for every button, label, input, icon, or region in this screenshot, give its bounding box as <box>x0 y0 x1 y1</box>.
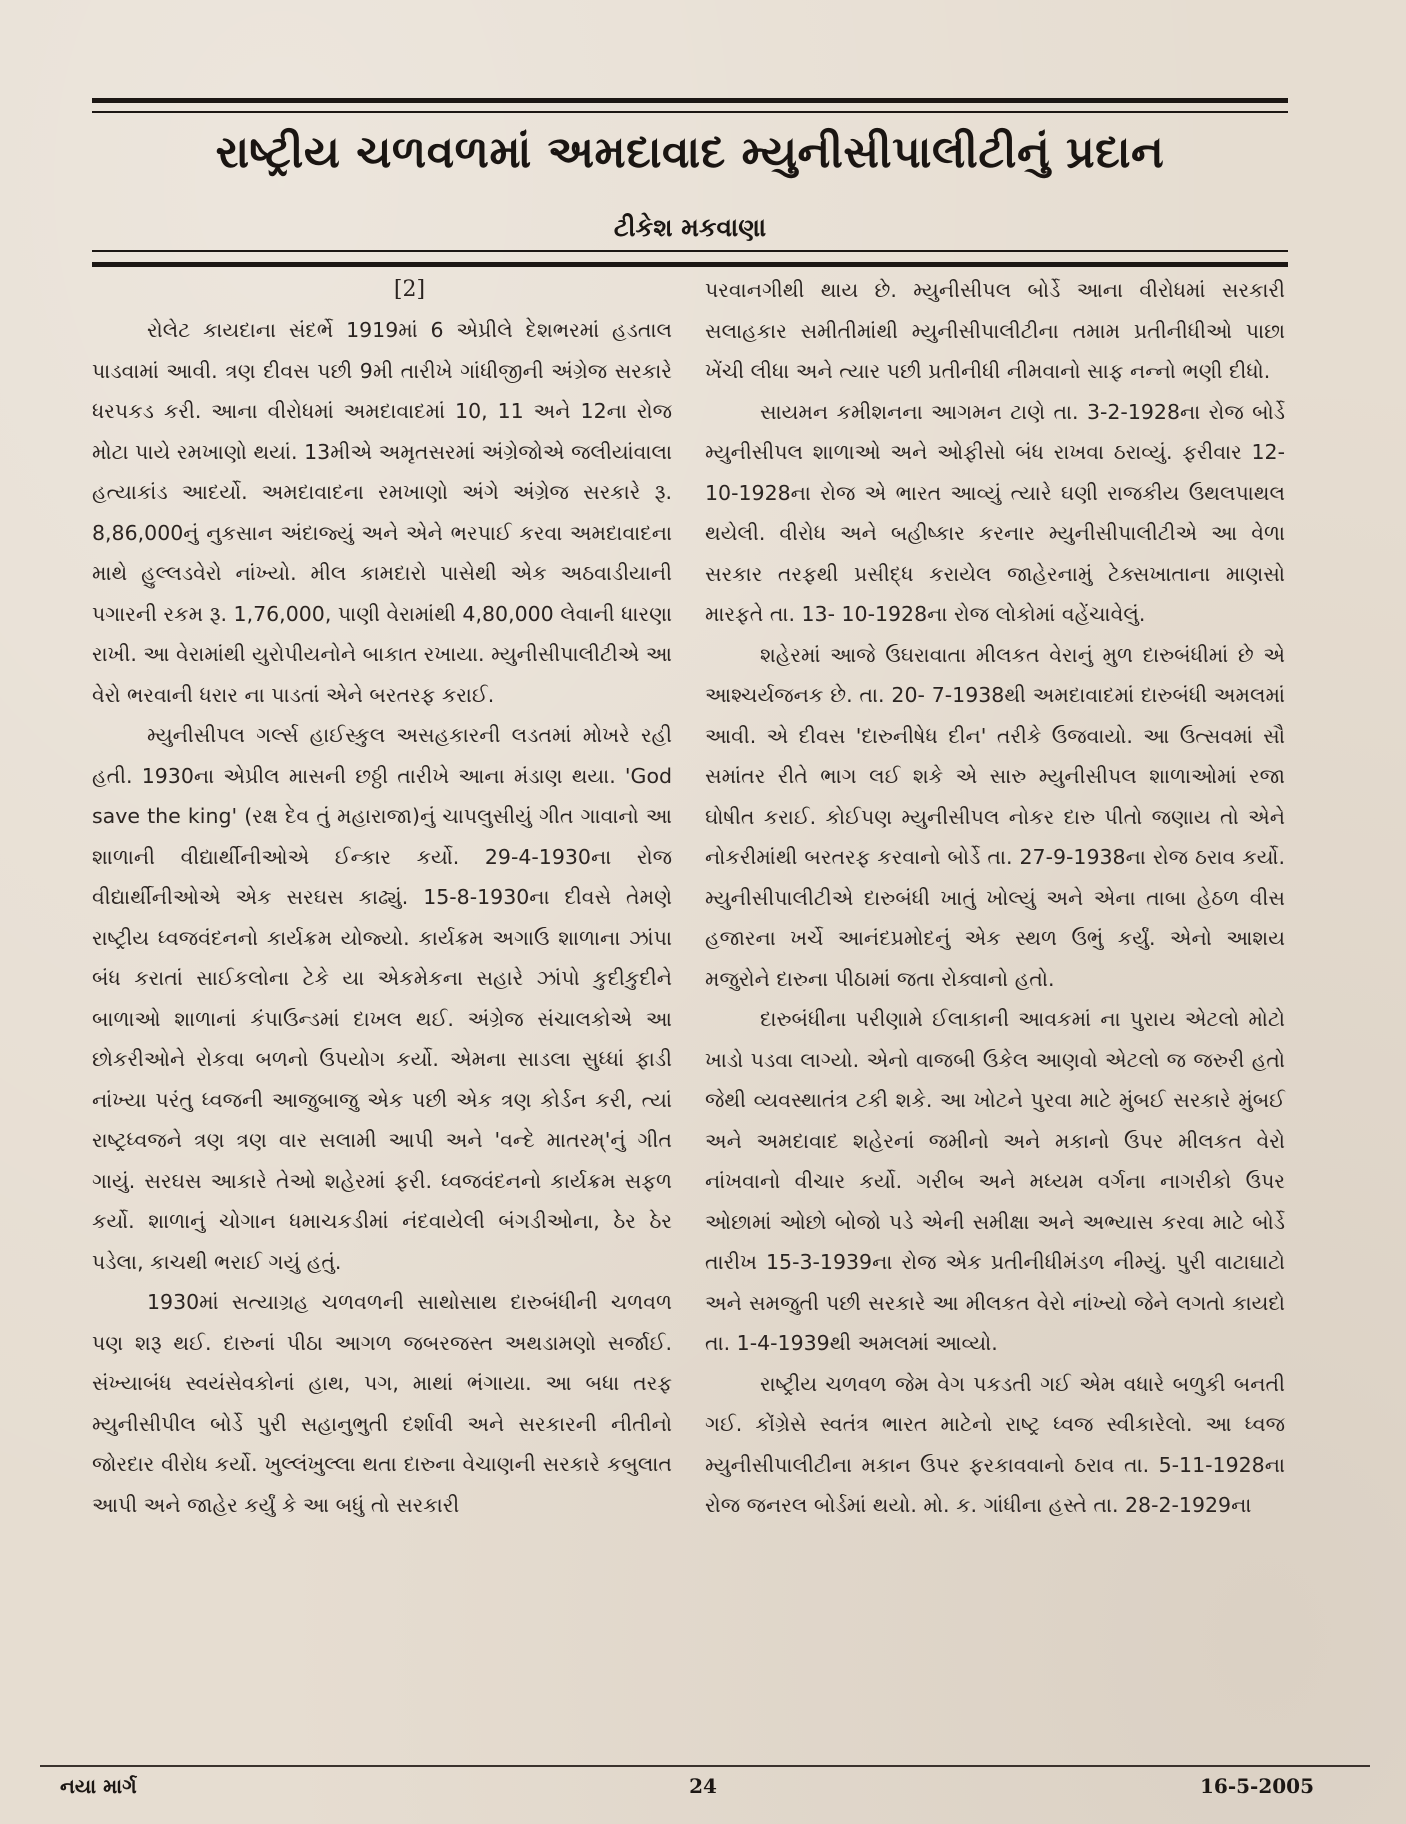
part-marker: [2] <box>393 277 426 302</box>
page-number: 24 <box>689 1774 717 1798</box>
paragraph: દારુબંધીના પરીણામે ઈલાકાની આવકમાં ના પુરાય એટલો મોટો ખાડો પડવા લાગ્યો. એનો વાજબી ઉકેલ આણવો એટલો જ જરુરી હતો જેથી વ્યવસ્થાતંત્ર ટકી શકે. આ ખોટને પુરવા માટે મુંબઈ સરકારે મુંબઈ અને અમદાવાદ શહેરનાં જમીનો અને મકાનો ઉપર મીલકત વેરો નાંખવાનો વીચાર કર્યો. ગરીબ અને મધ્યમ વર્ગના નાગરીકો ઉપર ઓછામાં ઓછો બોજો પડે એની સમીક્ષા અને અભ્યાસ કરવા માટે બોર્ડે તારીખ 15-3-1939ના રોજ એક પ્રતીનીધીમંડળ નીમ્યું. પુરી વાટાઘાટો અને સમજુતી પછી સરકારે આ મીલકત વેરો નાંખ્યો જેને લગતો કાયદો તા. 1-4-1939થી અમલમાં આવ્યો. <box>705 1007 1285 1355</box>
left-column <box>92 270 672 1525</box>
issue-date: 16-5-2005 <box>1199 1774 1314 1798</box>
footer-rule <box>40 1765 1370 1767</box>
paragraph: શહેરમાં આજે ઉઘરાવાતા મીલકત વેરાનું મુળ દારુબંધીમાં છે એ આશ્ચર્યજનક છે. તા. 20- 7-1938થી અમદાવાદમાં દારુબંધી અમલમાં આવી. એ દીવસ 'દારુનીષેધ દીન' તરીકે ઉજવાયો. આ ઉત્સવમાં સૌ સમાંતર રીતે ભાગ લઈ શકે એ સારુ મ્યુનીસીપલ શાળાઓમાં રજા ઘોષીત કરાઈ. કોઈપણ મ્યુનીસીપલ નોકર દારુ પીતો જણાય તો એને નોકરીમાંથી બરતરફ કરવાનો બોર્ડે તા. 27-9-1938ના રોજ ઠરાવ કર્યો. મ્યુનીસીપાલીટીએ દારુબંધી ખાતું ખોલ્યું અને એના તાબા હેઠળ વીસ હજારના ખર્ચે આનંદપ્રમોદનું એક સ્થળ ઉભું કર્યું. એનો આશય મજુરોને દારુના પીઠામાં જતા રોક્વાનો હતો. <box>705 642 1285 991</box>
paragraph: પરવાનગીથી થાય છે. મ્યુનીસીપલ બોર્ડે આના વીરોધમાં સરકારી સલાહકાર સમીતીમાંથી મ્યુનીસીપાલીટીના તમામ પ્રતીનીધીઓ પાછા ખેંચી લીધા અને ત્યાર પછી પ્રતીનીધી નીમવાનો સાફ નન્નો ભણી દીધો. <box>705 278 1285 383</box>
right-column <box>705 270 1285 1526</box>
article-author: ટીકેશ મકવાણા <box>613 213 767 242</box>
paragraph: રોલેટ કાયદાના સંદર્ભે 1919માં 6 એપ્રીલે દેશભરમાં હડતાલ પાડવામાં આવી. ત્રણ દીવસ પછી 9મી તારીખે ગાંધીજીની અંગ્રેજ સરકારે ધરપકડ કરી. આના વીરોધમાં અમદાવાદમાં 10, 11 અને 12ના રોજ મોટા પાયે રમખાણો થયાં. 13મીએ અમૃતસરમાં અંગ્રેજોએ જલીયાંવાલા હત્યાકાંડ આદર્યો. અમદાવાદના રમખાણો અંગે અંગ્રેજ સરકારે રૂ. 8,86,000નું નુકસાન અંદાજ્યું અને એને ભરપાઈ કરવા અમદાવાદના માથે હુલ્લડવેરો નાંખ્યો. મીલ કામદારો પાસેથી એક અઠવાડીયાની પગારની રકમ રૂ. 1,76,000, પાણી વેરામાંથી 4,80,000 લેવાની ધારણા રાખી. આ વેરામાંથી યુરોપીયનોને બાકાત રખાયા. મ્યુનીસીપાલીટીએ આ વેરો ભરવાની ધરાર ના પાડતાં એને બરતરફ કરાઈ. <box>92 318 673 707</box>
header-rule-top <box>92 98 1288 113</box>
paragraph: મ્યુનીસીપલ ગર્લ્સ હાઈસ્કુલ અસહકારની લડતમાં મોખરે રહી હતી. 1930ના એપ્રીલ માસની છઠ્ઠી તારીખે આના મંડાણ થયા. 'God save the king' (રક્ષ દેવ તું મહારાજા)નું ચાપલુસીયું ગીત ગાવાનો આ શાળાની વીદ્યાર્થીનીઓએ ઈન્કાર કર્યો. 29-4-1930ના રોજ વીદ્યાર્થીનીઓએ એક સરઘસ કાઢ્યું. 15-8-1930ના દીવસે તેમણે રાષ્ટ્રીય ધ્વજવંદનનો કાર્યક્રમ યોજ્યો. કાર્યક્રમ અગાઉ શાળાના ઝાંપા બંધ કરાતાં સાઈકલોના ટેકે યા એકમેકના સહારે ઝાંપો કુદીકુદીને બાળાઓ શાળાનાં કંપાઉન્ડમાં દાખલ થઈ. અંગ્રેજ સંચાલકોએ આ છોકરીઓને રોકવા બળનો ઉપયોગ કર્યો. એમના સાડલા સુધ્ધાં ફાડી નાંખ્યા પરંતુ ધ્વજની આજુબાજુ એક પછી એક ત્રણ કોર્ડન કરી, ત્યાં રાષ્ટ્રધ્વજને ત્રણ ત્રણ વાર સલામી આપી અને 'વન્દે માતરમ્'નું ગીત ગાયું. સરઘસ આકારે તેઓ શહેરમાં ફરી. ધ્વજવંદનનો કાર્યક્રમ સફળ કર્યો. શાળાનું ચોગાન ધમાચકડીમાં નંદવાયેલી બંગડીઓના, ઠેર ઠેર પડેલા, કાચથી ભરાઈ ગયું હતું. <box>92 723 672 1274</box>
paragraph: સાયમન કમીશનના આગમન ટાણે તા. 3-2-1928ના રોજ બોર્ડે મ્યુનીસીપલ શાળાઓ અને ઓફીસો બંધ રાખવા ઠરાવ્યું. ફરીવાર 12-10-1928ના રોજ એ ભારત આવ્યું ત્યારે ઘણી રાજકીય ઉથલપાથલ થયેલી. વીરોધ અને બહીષ્કાર કરનાર મ્યુનીસીપાલીટીએ આ વેળા સરકાર તરફથી પ્રસીદ્ધ કરાયેલ જાહેરનામું ટેક્સખાતાના માણસો મારફતે તા. 13- 10-1928ના રોજ લોકોમાં વહેંચાવેલું. <box>705 399 1285 626</box>
header-rule-bottom <box>92 250 1288 267</box>
article-title: રાષ્ટ્રીય ચળવળમાં અમદાવાદ મ્યુનીસીપાલીટીનું પ્રદાન <box>215 127 1165 178</box>
magazine-name: નયા માર્ગ <box>60 1774 137 1798</box>
paragraph: 1930માં સત્યાગ્રહ ચળવળની સાથોસાથ દારુબંધીની ચળવળ પણ શરૂ થઈ. દારુનાં પીઠા આગળ જબરજસ્ત અથડામણો સર્જાઈ. સંખ્યાબંધ સ્વયંસેવકોનાં હાથ, પગ, માથાં ભંગાયા. આ બધા તરફ મ્યુનીસીપીલ બોર્ડે પુરી સહાનુભુતી દર્શાવી અને સરકારની નીતીનો જોરદાર વીરોધ કર્યો. ખુલ્લંખુલ્લા થતા દારુના વેચાણની સરકારે કબુલાત આપી અને જાહેર કર્યું કે આ બધું તો સરકારી <box>92 1290 672 1517</box>
paragraph: રાષ્ટ્રીય ચળવળ જેમ વેગ પકડતી ગઈ એમ વધારે બળુકી બનતી ગઈ. કોંગ્રેસે સ્વતંત્ર ભારત માટેનો રાષ્ટ્ર ધ્વજ સ્વીકારેલો. આ ધ્વજ મ્યુનીસીપાલીટીના મકાન ઉપર ફરકાવવાનો ઠરાવ તા. 5-11-1928ના રોજ જનરલ બોર્ડમાં થયો. મો. ક. ગાંધીના હસ્તે તા. 28-2-1929ના <box>705 1371 1285 1517</box>
